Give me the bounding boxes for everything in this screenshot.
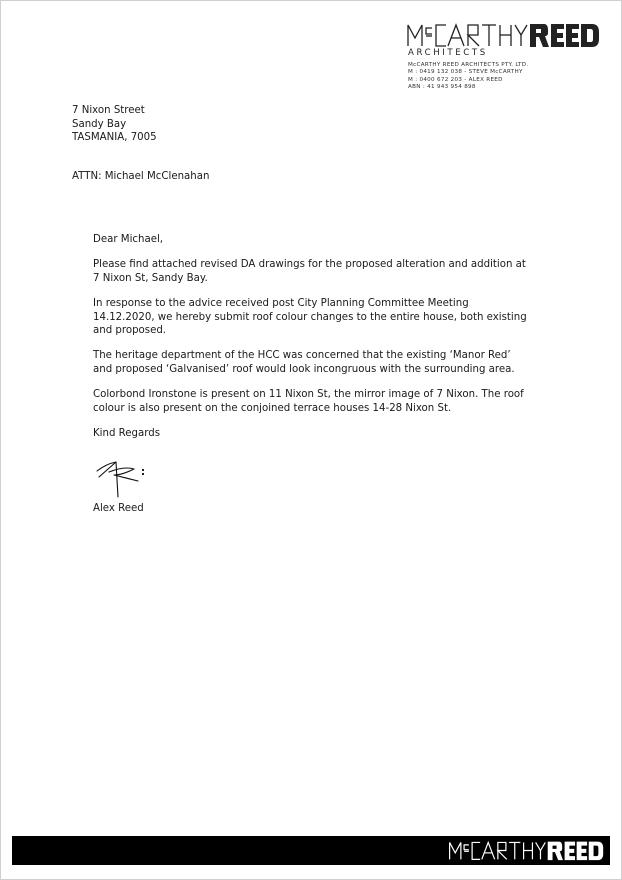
paragraph-3: The heritage department of the HCC was concerned that the existing ‘Manor Red’ and proposed ‘Galvanised’ roof would look incongruous with the surrounding area. xyxy=(93,350,515,375)
recipient-suburb: Sandy Bay xyxy=(72,118,127,130)
attn-line: ATTN: Michael McClenahan xyxy=(72,171,210,182)
signer-name: Alex Reed xyxy=(93,503,144,514)
salutation: Dear Michael, xyxy=(93,234,164,245)
letter-body xyxy=(93,233,533,452)
logo-subtitle: ARCHITECTS xyxy=(408,48,488,58)
letterhead xyxy=(406,22,602,91)
company-name: McCARTHY REED ARCHITECTS PTY. LTD. xyxy=(408,62,529,68)
recipient-street: 7 Nixon Street xyxy=(72,105,145,116)
mccarthy-reed-logo xyxy=(406,22,600,48)
footer-bar xyxy=(12,836,610,865)
recipient-address xyxy=(72,104,157,145)
recipient-state: TASMANIA, 7005 xyxy=(72,132,157,143)
phone-alex: M : 0400 672 203 - ALEX REED xyxy=(408,76,503,83)
footer-logo xyxy=(448,840,604,861)
signature xyxy=(94,457,150,501)
phone-steve: M : 0419 132 038 - STEVE McCARTHY xyxy=(408,69,523,76)
paragraph-4: Colorbond Ironstone is present on 11 Nixon St, the mirror image of 7 Nixon. The roof colour is also present on the conjoined terrace houses 14-28 Nixon St. xyxy=(93,389,524,414)
paragraph-1: Please find attached revised DA drawings for the proposed alteration and addition at 7 Nixon St, Sandy Bay. xyxy=(93,259,526,284)
paragraph-2: In response to the advice received post City Planning Committee Meeting 14.12.2020, we hereby submit roof colour changes to the entire house, both existing and proposed. xyxy=(93,298,527,337)
company-details xyxy=(408,62,602,91)
abn: ABN : 41 943 954 898 xyxy=(408,83,476,90)
closing: Kind Regards xyxy=(93,428,161,440)
